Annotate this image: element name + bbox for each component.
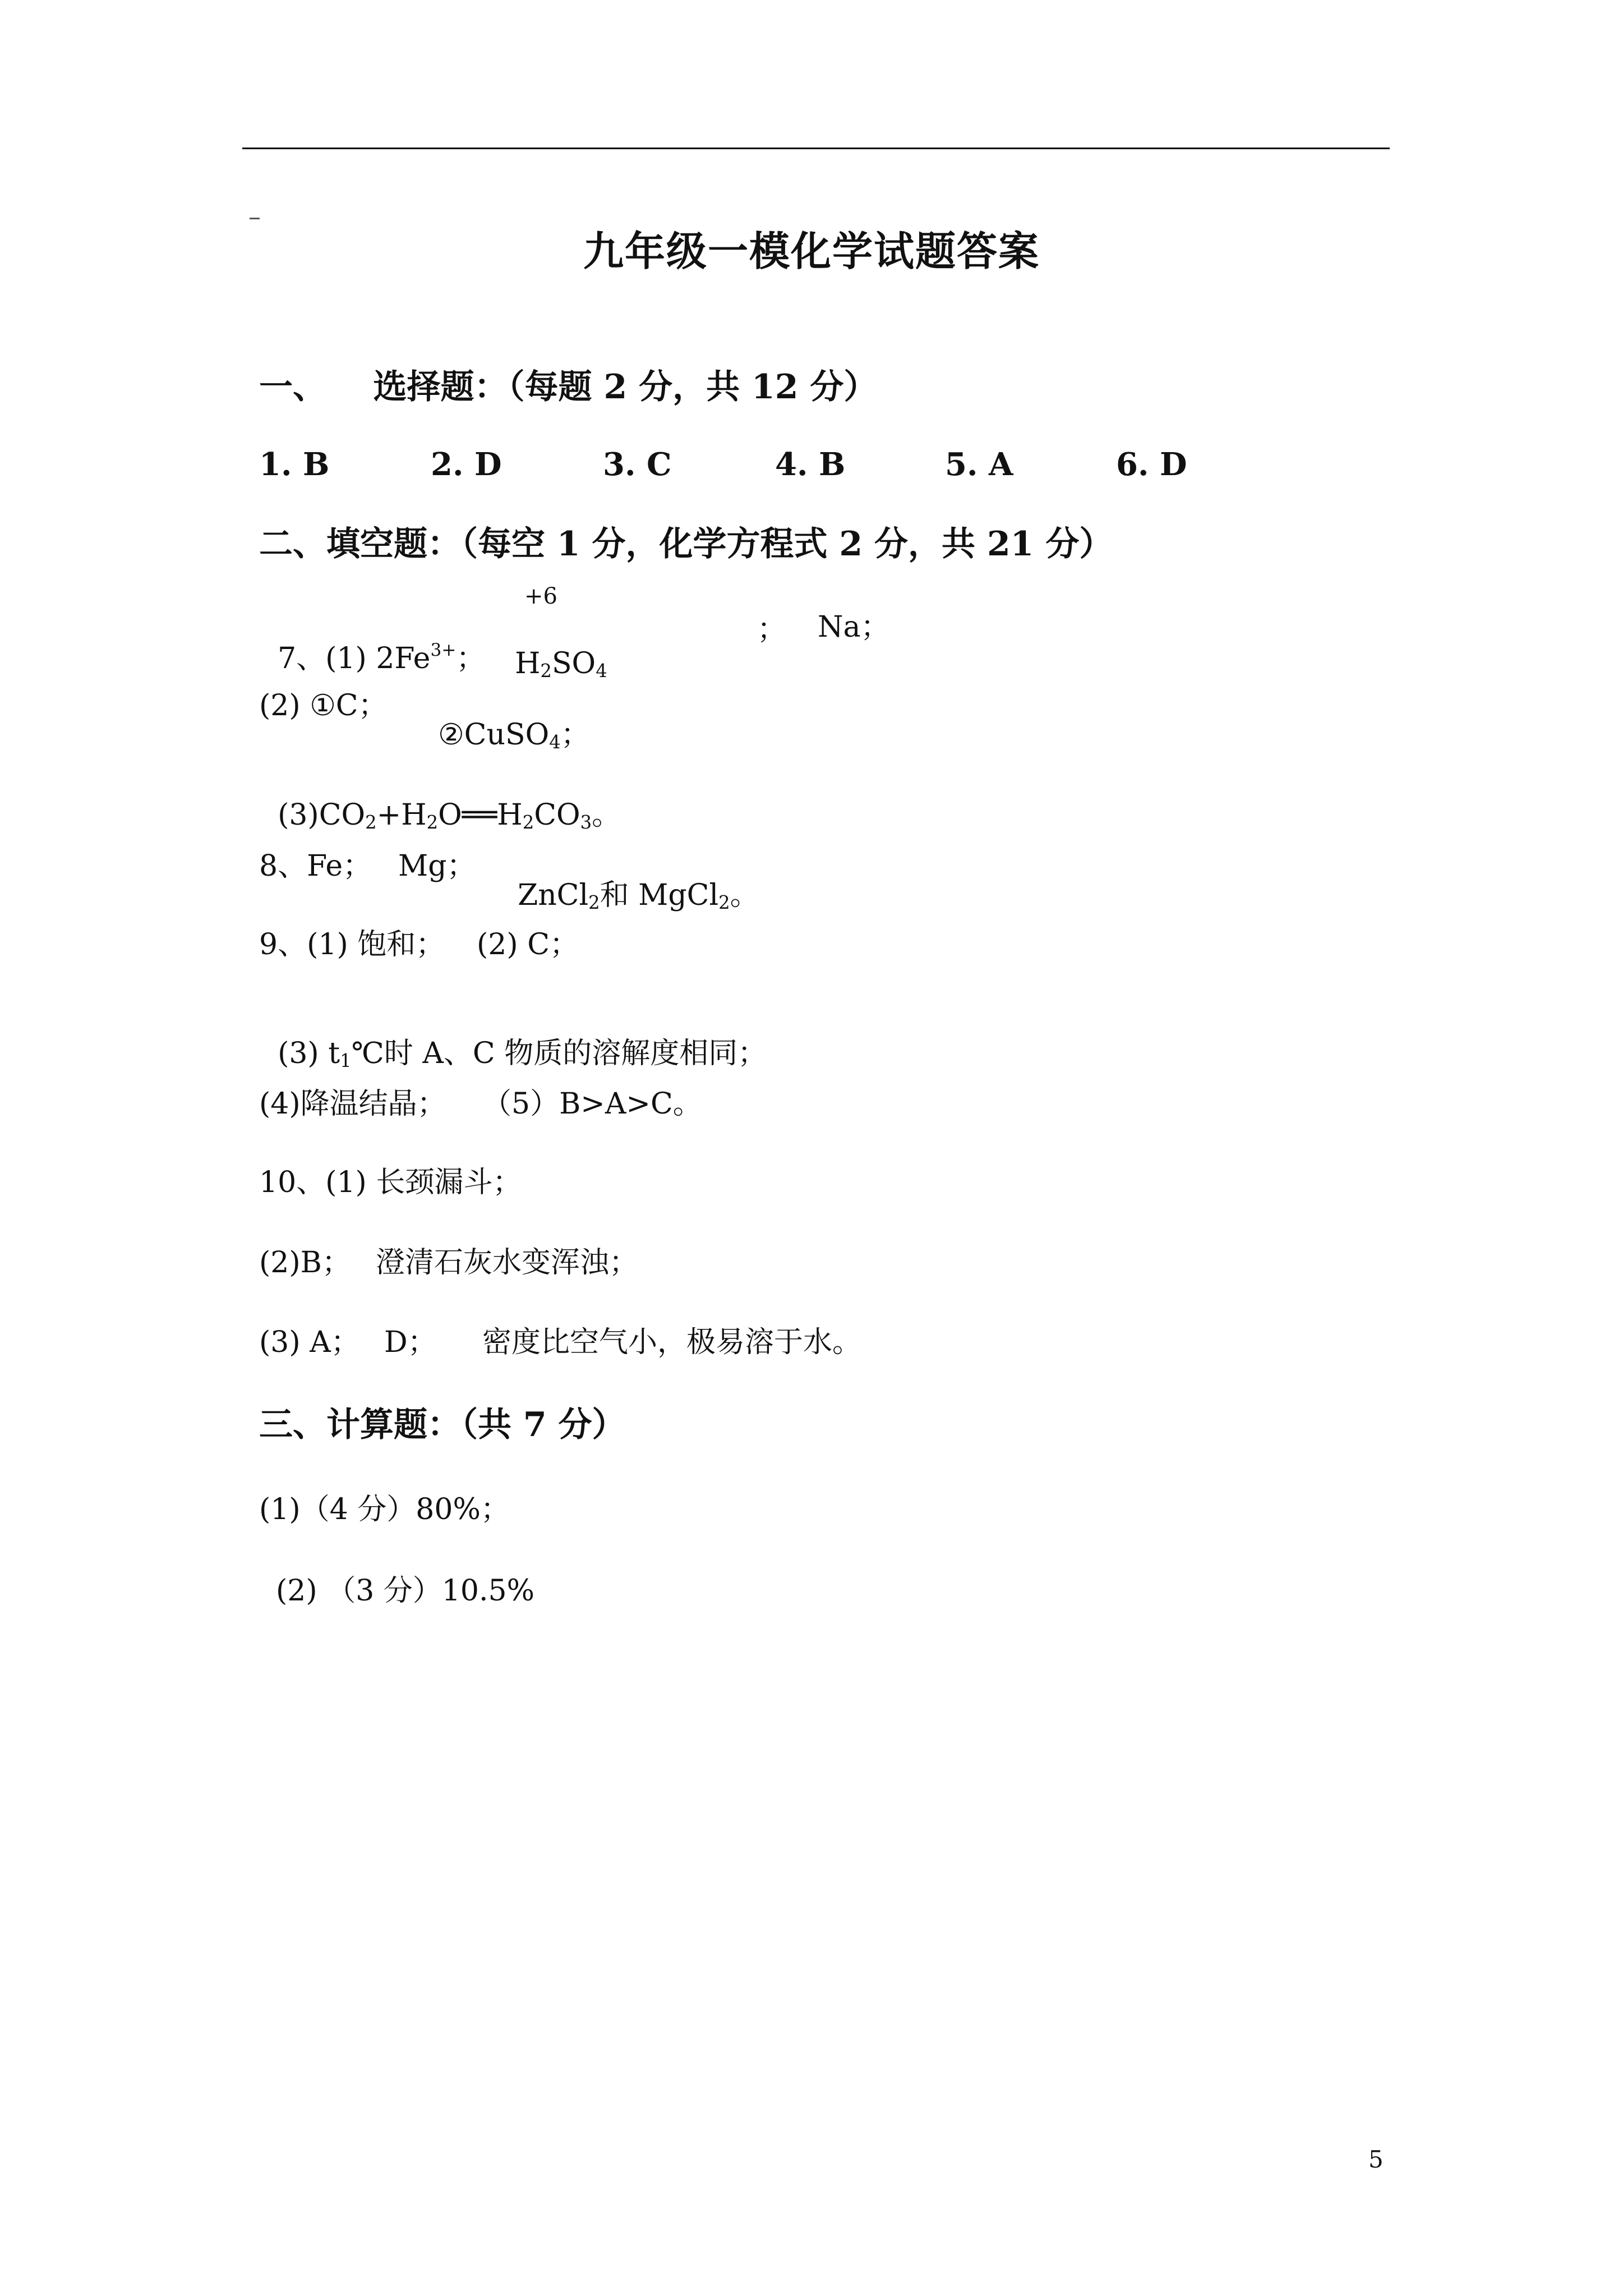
q11-part1: (1)（4 分）80%； [259, 1493, 510, 1526]
cuso-text: ②CuSO [438, 718, 550, 752]
q7-fe-ion: 7、(1) 2Fe [278, 641, 431, 675]
q7-part1 [259, 613, 485, 673]
answer-2: 2. D [431, 446, 502, 483]
answer-6: 6. D [1116, 446, 1187, 483]
q9-part1: 9、(1) 饱和； [259, 928, 445, 961]
q10-part2-a: (2)B； [259, 1246, 351, 1280]
q7-part2-b [419, 691, 590, 751]
formula-so: SO [551, 647, 596, 680]
mgcl-sub: 2 [718, 892, 730, 914]
q10-part3-b: D； [384, 1326, 437, 1359]
q9-part2: (2) C； [477, 928, 579, 961]
q8-fe: 8、Fe； [259, 849, 372, 883]
eq-h-sub: 2 [426, 812, 439, 834]
eq-end: 。 [592, 798, 621, 832]
q9-part5: （5）B>A>C。 [482, 1087, 702, 1121]
eq-co-sub: 2 [365, 812, 377, 834]
q9-part4: (4)降温结晶； [259, 1087, 446, 1121]
q9-part3-rest: ℃时 A、C 物质的溶解度相同； [351, 1037, 767, 1070]
q8-mg: Mg； [398, 849, 476, 883]
eq-co3-sub: 3 [580, 812, 592, 834]
eq-h: +H [376, 798, 427, 832]
zncl-sub: 2 [588, 892, 600, 914]
eq-co3: CO [534, 798, 580, 832]
q9-t-sub: 1 [340, 1050, 352, 1072]
q10-part1: 10、(1) 长颈漏斗； [259, 1166, 522, 1199]
section2-heading: 二、填空题：（每空 1 分，化学方程式 2 分，共 21 分） [259, 524, 1113, 564]
formula-h: H [515, 647, 541, 680]
page-number: 5 [1368, 2146, 1384, 2173]
oxidation-state-label: +6 [524, 583, 557, 609]
sulfuric-acid-formula [496, 620, 607, 680]
q11-part2: (2) （3 分）10.5% [276, 1574, 534, 1608]
eq-co: (3)CO [278, 798, 366, 832]
formula-h-sub: 2 [540, 660, 552, 682]
page-title: 九年级一模化学试题答案 [583, 228, 1040, 275]
answer-1: 1. B [259, 446, 330, 483]
eq-o-h-sub: 2 [522, 812, 534, 834]
answer-5: 5. A [945, 446, 1013, 483]
cuso-end: ； [560, 718, 590, 752]
q10-part2-b: 澄清石灰水变浑浊； [376, 1246, 639, 1280]
q8-end: 。 [730, 878, 759, 912]
eq-o-h: O══H [438, 798, 523, 832]
q10-part3-a: (3) A； [259, 1326, 360, 1359]
q7-sep2: ； [757, 613, 787, 646]
formula-so-sub: 4 [596, 660, 607, 682]
q7-na: Na； [818, 610, 890, 644]
q7-fe-charge: 3+ [430, 640, 457, 660]
q7-part2-a: (2) ①C； [259, 689, 388, 723]
cuso-sub: 4 [549, 731, 561, 753]
q9-part3 [259, 1010, 767, 1070]
section1-heading: 一、 选择题：（每题 2 分，共 12 分） [259, 367, 878, 407]
answer-4: 4. B [775, 446, 846, 483]
mgcl-text: 和 MgCl [600, 878, 719, 912]
q9-t: (3) t [278, 1037, 340, 1070]
q10-part3-c: 密度比空气小，极易溶于水。 [482, 1326, 862, 1359]
header-rule [242, 148, 1390, 149]
zncl-text: ZnCl [518, 878, 589, 912]
q7-part3-equation [259, 771, 621, 834]
q8-chlorides [499, 852, 759, 912]
section3-heading: 三、计算题：（共 7 分） [259, 1405, 626, 1444]
answer-3: 3. C [603, 446, 672, 483]
q7-sep1: ； [456, 641, 486, 675]
